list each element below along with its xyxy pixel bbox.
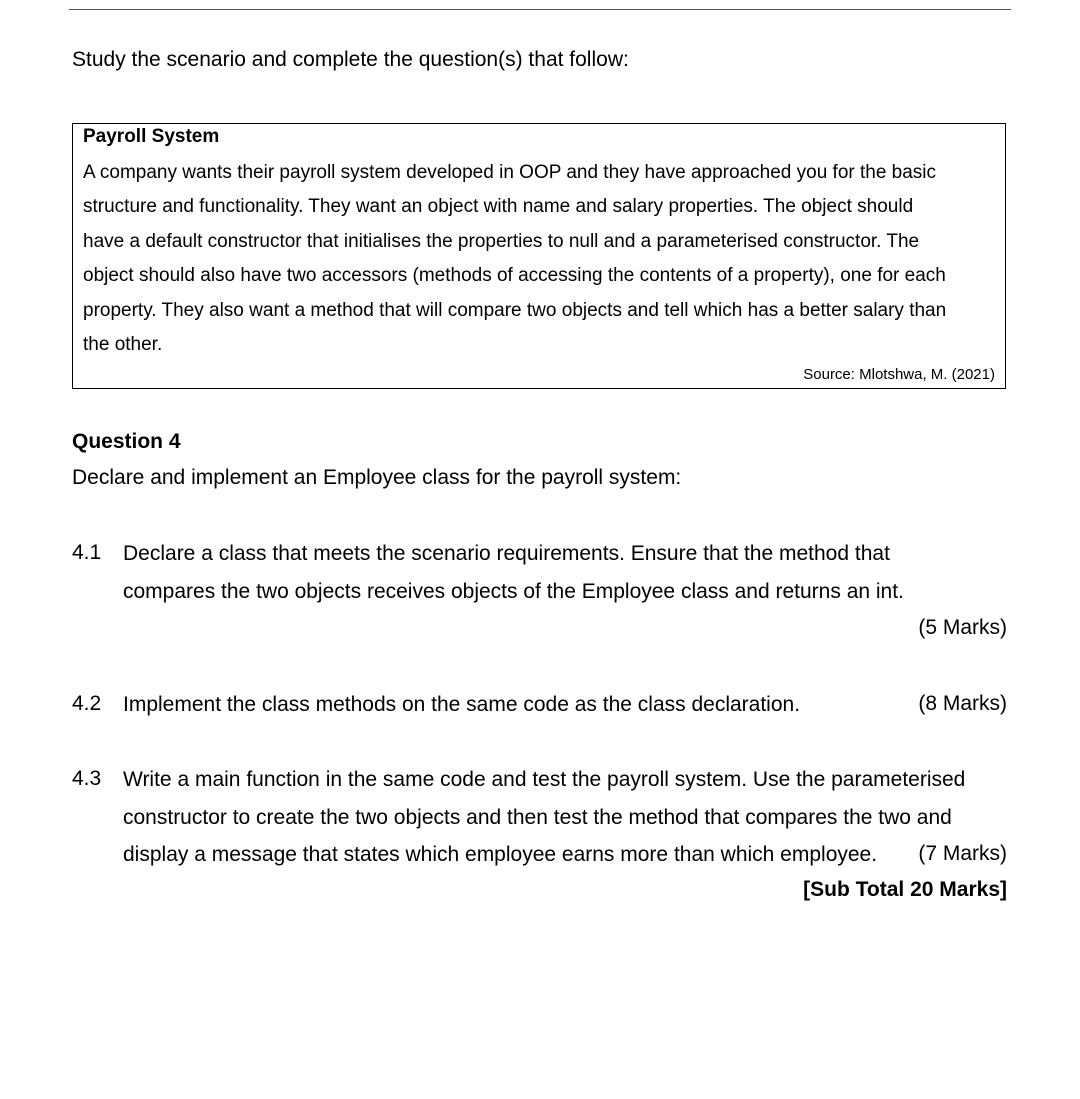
item-text-4-1	[123, 535, 1013, 610]
item-text-4-2	[123, 686, 1013, 724]
scenario-line: object should also have two accessors (methods of accessing the contents of a property), one for each	[83, 265, 946, 287]
scenario-title: Payroll System	[83, 126, 220, 147]
question-intro: Declare and implement an Employee class for the payroll system:	[72, 466, 682, 489]
item-number-4-3: 4.3	[72, 767, 102, 790]
scenario-box	[72, 123, 1006, 389]
scenario-line: A company wants their payroll system developed in OOP and they have approached you for the basic	[83, 162, 937, 183]
subtotal-marks: [Sub Total 20 Marks]	[803, 878, 1007, 901]
item-marks-4-2: (8 Marks)	[918, 692, 1007, 715]
scenario-line: structure and functionality. They want an object with name and salary properties. The object should	[83, 196, 914, 218]
item-text-4-3	[123, 761, 1013, 874]
item-marks-4-1: (5 Marks)	[918, 616, 1007, 639]
scenario-body	[83, 156, 999, 362]
item-line: Declare a class that meets the scenario requirements. Ensure that the method that	[123, 542, 890, 565]
question-heading: Question 4	[72, 430, 181, 453]
scenario-line: the other.	[83, 334, 163, 356]
item-line: constructor to create the two objects and then test the method that compares the two and	[123, 805, 952, 829]
item-line: compares the two objects receives objects of the Employee class and returns an int.	[123, 579, 904, 603]
scenario-source: Source: Mlotshwa, M. (2021)	[803, 366, 995, 383]
item-number-4-1: 4.1	[72, 541, 102, 564]
instructions-text: Study the scenario and complete the question(s) that follow:	[72, 48, 629, 71]
scenario-line: have a default constructor that initialises the properties to null and a parameterised constructor. The	[83, 230, 920, 252]
item-line: Write a main function in the same code and test the payroll system. Use the parameterised	[123, 768, 966, 791]
item-line: display a message that states which employee earns more than which employee.	[123, 843, 878, 867]
item-line: Implement the class methods on the same code as the class declaration.	[123, 693, 801, 716]
item-marks-4-3: (7 Marks)	[918, 842, 1007, 865]
top-divider	[69, 9, 1011, 10]
scenario-line: property. They also want a method that will compare two objects and tell which has a better salary than	[83, 299, 947, 321]
item-number-4-2: 4.2	[72, 692, 102, 715]
